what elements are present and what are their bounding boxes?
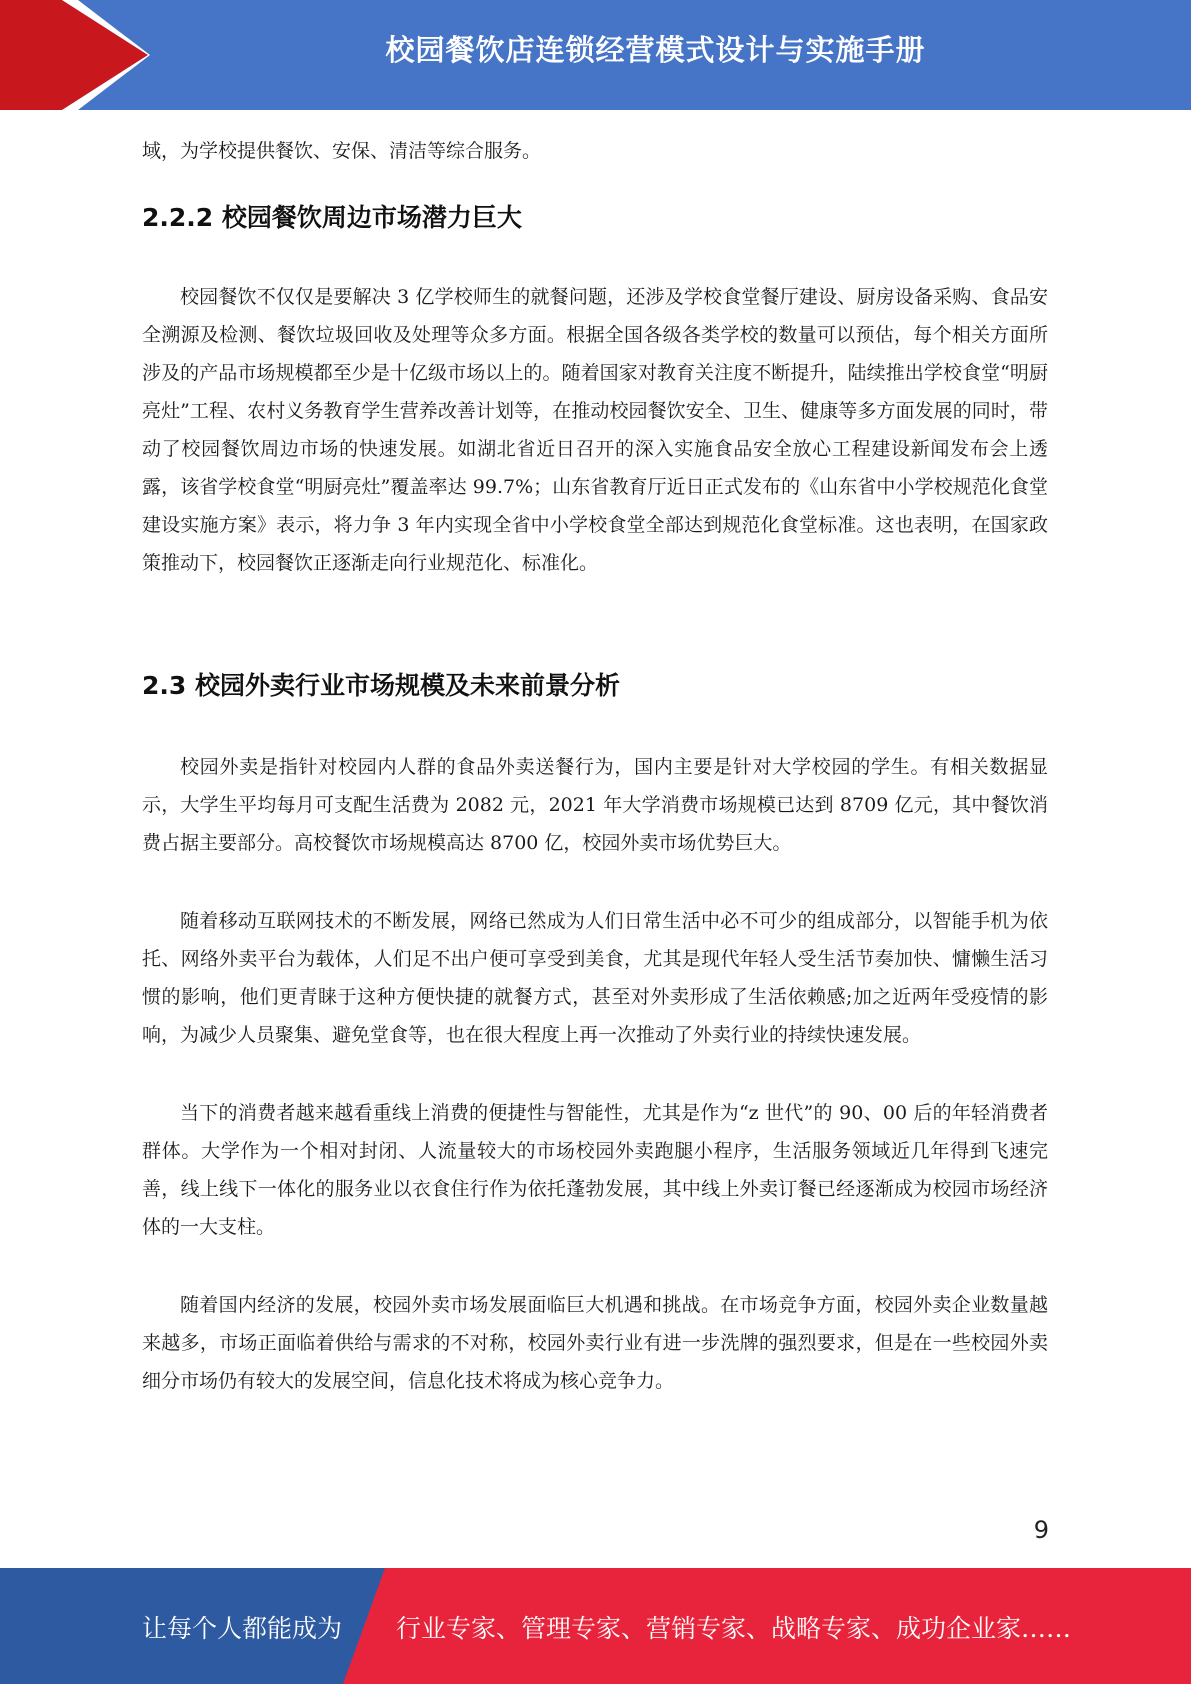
footer-slogan-left: 让每个人都能成为 bbox=[142, 1614, 343, 1643]
paragraph: 校园外卖是指针对校园内人群的食品外卖送餐行为，国内主要是针对大学校园的学生。有相关数据显示，大学生平均每月可支配生活费为 2082 元，2021 年大学消费市场规模已达到 8709 亿元，其中餐饮消费占据主要部分。高校餐饮市场规模高达 8700 亿，校园外卖市场优势巨大。 bbox=[142, 756, 1048, 854]
paragraph: 随着国内经济的发展，校园外卖市场发展面临巨大机遇和挑战。在市场竞争方面，校园外卖企业数量越来越多，市场正面临着供给与需求的不对称，校园外卖行业有进一步洗牌的强烈要求，但是在一些校园外卖细分市场仍有较大的发展空间，信息化技术将成为核心竞争力。 bbox=[142, 1294, 1048, 1392]
page-content bbox=[142, 132, 1048, 1400]
header-title: 校园餐饮店连锁经营模式设计与实施手册 bbox=[385, 33, 926, 67]
page-footer bbox=[0, 1568, 1191, 1684]
intro-paragraph: 域，为学校提供餐饮、安保、清洁等综合服务。 bbox=[142, 140, 542, 162]
section-heading-2-2-2: 2.2.2 校园餐饮周边市场潜力巨大 bbox=[142, 203, 522, 232]
header-red-arrow bbox=[0, 0, 148, 110]
paragraph: 校园餐饮不仅仅是要解决 3 亿学校师生的就餐问题，还涉及学校食堂餐厅建设、厨房设备采购、食品安全溯源及检测、餐饮垃圾回收及处理等众多方面。根据全国各级各类学校的数量可以预估，每个相关方面所涉及的产品市场规模都至少是十亿级市场以上的。随着国家对教育关注度不断提升，陆续推出学校食堂“明厨亮灶”工程、农村义务教育学生营养改善计划等，在推动校园餐饮安全、卫生、健康等多方面发展的同时，带动了校园餐饮周边市场的快速发展。如湖北省近日召开的深入实施食品安全放心工程建设新闻发布会上透露，该省学校食堂“明厨亮灶”覆盖率达 99.7%；山东省教育厅近日正式发布的《山东省中小学校规范化食堂建设实施方案》表示，将力争 3 年内实现全省中小学校食堂全部达到规范化食堂标准。这也表明，在国家政策推动下，校园餐饮正逐渐走向行业规范化、标准化。 bbox=[142, 286, 1048, 574]
section-heading-2-3: 2.3 校园外卖行业市场规模及未来前景分析 bbox=[142, 671, 620, 700]
page-header bbox=[0, 0, 1191, 110]
paragraph: 当下的消费者越来越看重线上消费的便捷性与智能性，尤其是作为“z 世代”的 90、00 后的年轻消费者群体。大学作为一个相对封闭、人流量较大的市场校园外卖跑腿小程序，生活服务领域近几年得到飞速完善，线上线下一体化的服务业以衣食住行作为依托蓬勃发展，其中线上外卖订餐已经逐渐成为校园市场经济体的一大支柱。 bbox=[142, 1102, 1048, 1238]
page-number: 9 bbox=[1033, 1516, 1049, 1544]
footer-slogan-right: 行业专家、管理专家、营销专家、战略专家、成功企业家…… bbox=[396, 1614, 1072, 1643]
paragraph: 随着移动互联网技术的不断发展，网络已然成为人们日常生活中必不可少的组成部分，以智能手机为依托、网络外卖平台为载体，人们足不出户便可享受到美食，尤其是现代年轻人受生活节奏加快、慵懒生活习惯的影响，他们更青睐于这种方便快捷的就餐方式，甚至对外卖形成了生活依赖感;加之近两年受疫情的影响，为减少人员聚集、避免堂食等，也在很大程度上再一次推动了外卖行业的持续快速发展。 bbox=[142, 910, 1048, 1046]
